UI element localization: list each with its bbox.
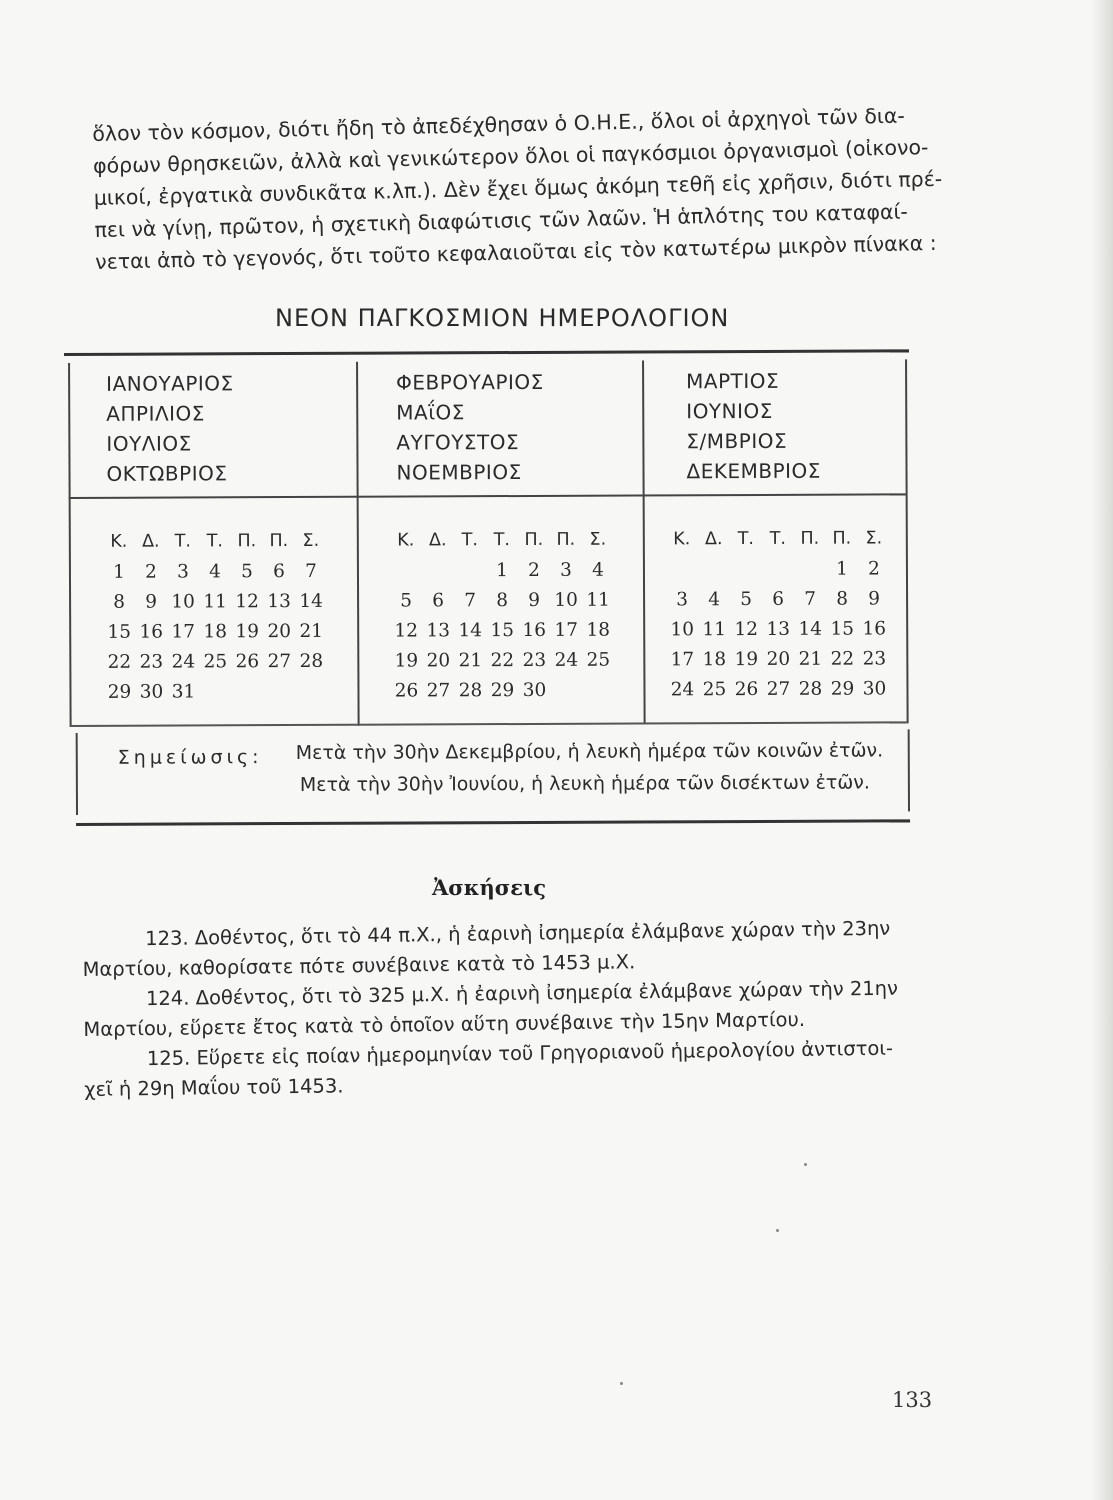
day-cell: 6: [772, 588, 785, 610]
note-label: Σημείωσις:: [117, 746, 263, 769]
week-row: [666, 673, 890, 704]
day-cell: 2: [868, 557, 880, 579]
day-cell: 23: [522, 649, 547, 671]
day-cell: 28: [798, 678, 823, 700]
day-cell: 3: [177, 560, 189, 583]
day-cell: [582, 675, 614, 705]
day-cell: 18: [203, 620, 228, 642]
day-cell: 25: [702, 678, 727, 700]
day-cell: [390, 555, 422, 585]
day-cell: 29: [107, 681, 132, 703]
month-group-3: [686, 366, 821, 487]
month-name: ΙΑΝΟΥΑΡΙΟΣ: [106, 371, 234, 396]
day-grid-3: [666, 523, 891, 704]
week-row: [666, 583, 890, 614]
weekday-label: Τ.: [461, 530, 478, 551]
month-name: ΙΟΥΛΙΟΣ: [106, 431, 192, 456]
intro-line: νεται ἀπὸ τὸ γεγονός, ὅτι τοῦτο κεφαλαιοῦται εἰς τὸν κατωτέρω μικρὸν πίνακα :: [94, 230, 937, 274]
week-row: [666, 553, 890, 584]
day-cell: 11: [586, 589, 610, 611]
weekday-label: Κ.: [110, 531, 128, 552]
day-cell: 13: [267, 590, 291, 612]
month-name: ΝΟΕΜΒΡΙΟΣ: [396, 460, 522, 485]
day-cell: 8: [836, 588, 849, 610]
day-cell: 27: [267, 650, 292, 672]
day-table: [666, 523, 891, 704]
day-cell: 14: [458, 619, 483, 641]
day-cell: 8: [496, 589, 509, 611]
day-cell: [550, 675, 582, 705]
day-cell: 27: [426, 679, 451, 701]
day-cell: 9: [145, 591, 158, 613]
day-cell: 5: [740, 588, 753, 610]
day-cell: 30: [139, 681, 164, 703]
day-cell: 29: [490, 679, 515, 701]
day-cell: 19: [734, 648, 759, 670]
day-cell: 20: [267, 620, 292, 642]
day-cell: 11: [702, 618, 727, 640]
day-cell: 12: [394, 619, 419, 642]
day-cell: 7: [804, 588, 817, 610]
day-cell: 25: [203, 650, 228, 672]
day-cell: [231, 676, 263, 706]
day-cell: 12: [734, 618, 759, 640]
day-cell: [295, 676, 327, 706]
day-cell: 1: [496, 559, 508, 581]
calendar-end-rule: [76, 819, 910, 826]
day-cell: 22: [490, 649, 515, 671]
week-row: [103, 676, 327, 707]
intro-line: μικοί, ἐργατικὰ συνδικᾶτα κ.λπ.). Δὲν ἔχει ὅμως ἀκόμη τεθῆ εἰς χρῆσιν, διότι πρέ-: [93, 166, 943, 210]
day-cell: 9: [868, 587, 881, 609]
weekday-label: Τ.: [769, 528, 786, 549]
day-cell: 24: [171, 650, 196, 673]
week-row: [390, 645, 614, 676]
week-row: [390, 675, 614, 706]
day-cell: 20: [766, 648, 791, 670]
day-cell: [666, 554, 698, 584]
day-cell: 15: [830, 618, 855, 640]
day-cell: 16: [522, 619, 547, 641]
week-row: [103, 646, 327, 677]
weekday-header-row: [390, 525, 614, 556]
day-cell: 29: [830, 678, 855, 700]
exercise-line: Μαρτίου, εὕρετε ἔτος κατὰ τὸ ὁποῖον αὕτη συνέβαινε τὴν 15ην Μαρτίου.: [83, 1007, 806, 1041]
calendar-title: ΝΕΟΝ ΠΑΓΚΟΣΜΙΟΝ ΗΜΕΡΟΛΟΓΙΟΝ: [275, 304, 730, 332]
week-row: [390, 585, 614, 616]
day-cell: 4: [209, 560, 221, 582]
day-cell: 14: [798, 618, 823, 640]
weekday-header-row: [103, 526, 327, 557]
day-cell: 13: [766, 618, 791, 640]
month-group-2: [396, 367, 544, 488]
month-name: Σ/ΜΒΡΙΟΣ: [686, 428, 788, 454]
day-cell: 1: [836, 558, 848, 580]
intro-line: φόρων θρησκειῶν, ἀλλὰ καὶ γενικώτερον ὅλοι οἱ παγκόσμιοι ὀργανισμοὶ (οἰκονο-: [92, 135, 929, 178]
day-cell: 5: [241, 560, 253, 582]
day-cell: [698, 554, 730, 584]
month-name: ΙΟΥΝΙΟΣ: [686, 398, 773, 424]
day-cell: 19: [394, 649, 419, 672]
day-cell: [794, 554, 826, 584]
day-cell: 19: [235, 620, 260, 642]
exercise-line: 124. Δοθέντος, ὅτι τὸ 325 μ.Χ. ἡ ἐαρινὴ ἰσημερία ἐλάμβανε χώραν τὴν 21ην: [145, 976, 899, 1011]
day-cell: 28: [299, 650, 324, 672]
intro-paragraph: [92, 99, 943, 278]
day-cell: 3: [560, 559, 572, 581]
week-row: [390, 615, 614, 646]
day-cell: 17: [554, 619, 579, 641]
intro-line: ὅλον τὸν κόσμον, διότι ἤδη τὸ ἀπεδέχθησαν ὁ Ο.Η.Ε., ὅλοι οἱ ἀρχηγοὶ τῶν δια-: [92, 103, 905, 146]
day-cell: 20: [426, 649, 451, 671]
weekday-label: Π.: [269, 531, 289, 552]
weekday-label: Κ.: [397, 530, 415, 551]
day-cell: 15: [490, 619, 515, 641]
day-cell: 21: [798, 648, 823, 670]
weekday-label: Τ.: [737, 528, 754, 550]
weekday-label: Π.: [832, 528, 852, 549]
day-cell: 30: [862, 677, 887, 700]
week-row: [103, 616, 327, 647]
exercise-line: 125. Εὕρετε εἰς ποίαν ἡμερομηνίαν τοῦ Γρηγοριανοῦ ἡμερολογίου ἀντιστοι-: [146, 1036, 894, 1071]
weekday-label: Τ.: [174, 531, 191, 552]
week-row: [666, 643, 890, 674]
week-row: [103, 556, 327, 587]
week-row: [390, 555, 614, 586]
day-cell: 16: [139, 621, 164, 643]
day-cell: 7: [305, 560, 317, 582]
day-cell: [422, 555, 454, 585]
day-cell: 18: [586, 619, 611, 641]
weekday-label: Π.: [556, 529, 576, 550]
weekday-label: Δ.: [428, 530, 447, 551]
day-cell: 10: [554, 589, 578, 611]
day-cell: 17: [670, 648, 695, 670]
day-cell: 4: [592, 559, 604, 581]
month-name: ΑΥΓΟΥΣΤΟΣ: [396, 430, 520, 455]
month-name: ΦΕΒΡΟΥΑΡΙΟΣ: [396, 369, 544, 395]
month-group-1: [106, 368, 234, 489]
month-name: ΑΠΡΙΛΙΟΣ: [106, 401, 205, 426]
day-cell: 26: [394, 679, 419, 702]
exercise-line: χεῖ ἡ 29η Μαΐου τοῦ 1453.: [84, 1074, 344, 1101]
day-cell: 5: [400, 589, 413, 612]
paper-speck: [620, 1382, 623, 1385]
day-cell: 2: [528, 559, 540, 581]
day-cell: 21: [458, 649, 483, 671]
note-line: Μετὰ τὴν 30ὴν Ἰουνίου, ἡ λευκὴ ἡμέρα τῶν δισέκτων ἐτῶν.: [299, 771, 870, 796]
day-cell: 4: [708, 588, 721, 610]
day-cell: 25: [586, 649, 611, 671]
page-spine-shadow: [1091, 0, 1113, 1500]
day-cell: 26: [235, 650, 260, 672]
day-cell: 3: [676, 588, 689, 610]
paper-speck: [776, 1229, 779, 1232]
day-cell: 10: [670, 618, 695, 640]
day-cell: 15: [107, 621, 132, 643]
day-cell: 1: [113, 561, 125, 583]
day-grid-1: [103, 526, 328, 707]
weekday-label: Σ.: [865, 528, 883, 549]
day-cell: 31: [171, 680, 196, 703]
day-cell: 18: [702, 648, 727, 670]
month-name: ΟΚΤΩΒΡΙΟΣ: [106, 461, 228, 486]
day-cell: 17: [171, 620, 196, 643]
day-cell: [730, 554, 762, 584]
calendar-table: [64, 349, 911, 829]
day-grid-2: [390, 525, 615, 706]
weekday-label: Π.: [237, 531, 257, 552]
day-table: [390, 525, 615, 706]
day-cell: 7: [464, 589, 477, 611]
paper-speck: [804, 1163, 807, 1166]
day-cell: 28: [458, 679, 483, 701]
day-cell: 27: [766, 678, 791, 700]
month-name: ΜΑΡΤΙΟΣ: [686, 368, 780, 394]
day-cell: 21: [299, 620, 324, 642]
weekday-label: Δ.: [704, 529, 723, 550]
day-cell: 9: [528, 589, 541, 611]
month-name: ΜΑΐΟΣ: [396, 400, 465, 425]
weekday-label: Σ.: [302, 530, 320, 551]
page-number: 133: [892, 1388, 933, 1412]
note-line: Μετὰ τὴν 30ὴν Δεκεμβρίου, ἡ λευκὴ ἡμέρα τῶν κοινῶν ἐτῶν.: [295, 739, 884, 764]
day-cell: 24: [554, 649, 579, 671]
month-name: ΔΕΚΕΜΒΡΙΟΣ: [686, 458, 821, 484]
day-cell: 23: [139, 651, 164, 673]
day-cell: 24: [670, 678, 695, 700]
day-cell: [454, 555, 486, 585]
exercises-list: [82, 913, 934, 1105]
day-cell: [263, 676, 295, 706]
week-row: [103, 586, 327, 617]
weekday-label: Κ.: [673, 529, 691, 550]
weekday-label: Τ.: [206, 531, 223, 552]
day-cell: 2: [145, 561, 157, 583]
weekday-label: Π.: [800, 528, 820, 549]
exercise-line: Μαρτίου, καθορίσατε πότε συνέβαινε κατὰ τὸ 1453 μ.Χ.: [82, 950, 636, 981]
day-cell: [762, 554, 794, 584]
day-cell: 12: [235, 590, 259, 612]
day-cell: 6: [432, 589, 445, 611]
week-row: [666, 613, 890, 644]
day-cell: 10: [171, 590, 195, 613]
day-cell: 6: [273, 560, 285, 582]
day-cell: 16: [862, 617, 887, 640]
day-cell: 23: [862, 647, 887, 670]
exercise-line: 123. Δοθέντος, ὅτι τὸ 44 π.Χ., ἡ ἐαρινὴ ἰσημερία ἐλάμβανε χώραν τὴν 23ην: [145, 916, 891, 951]
day-cell: 22: [830, 648, 855, 670]
day-cell: 13: [426, 619, 451, 641]
day-cell: 30: [522, 679, 547, 701]
day-cell: 22: [107, 651, 132, 673]
weekday-label: Δ.: [141, 531, 160, 552]
day-cell: 8: [113, 591, 126, 613]
exercises-heading: Ἀσκήσεις: [432, 875, 546, 900]
calendar-note: [76, 729, 910, 815]
weekday-label: Π.: [524, 529, 544, 550]
day-table: [103, 526, 328, 707]
day-cell: 11: [203, 590, 227, 612]
weekday-label: Σ.: [589, 529, 607, 550]
intro-line: πει νὰ γίνῃ, πρῶτον, ἡ σχετικὴ διαφώτισις τῶν λαῶν. Ἡ ἁπλότης του καταφαί-: [94, 199, 909, 242]
weekday-label: Τ.: [493, 530, 510, 551]
day-cell: 26: [734, 678, 759, 700]
calendar-top-rule: [64, 349, 909, 356]
day-cell: 14: [299, 590, 323, 612]
weekday-header-row: [666, 523, 890, 554]
day-cell: [199, 676, 231, 706]
